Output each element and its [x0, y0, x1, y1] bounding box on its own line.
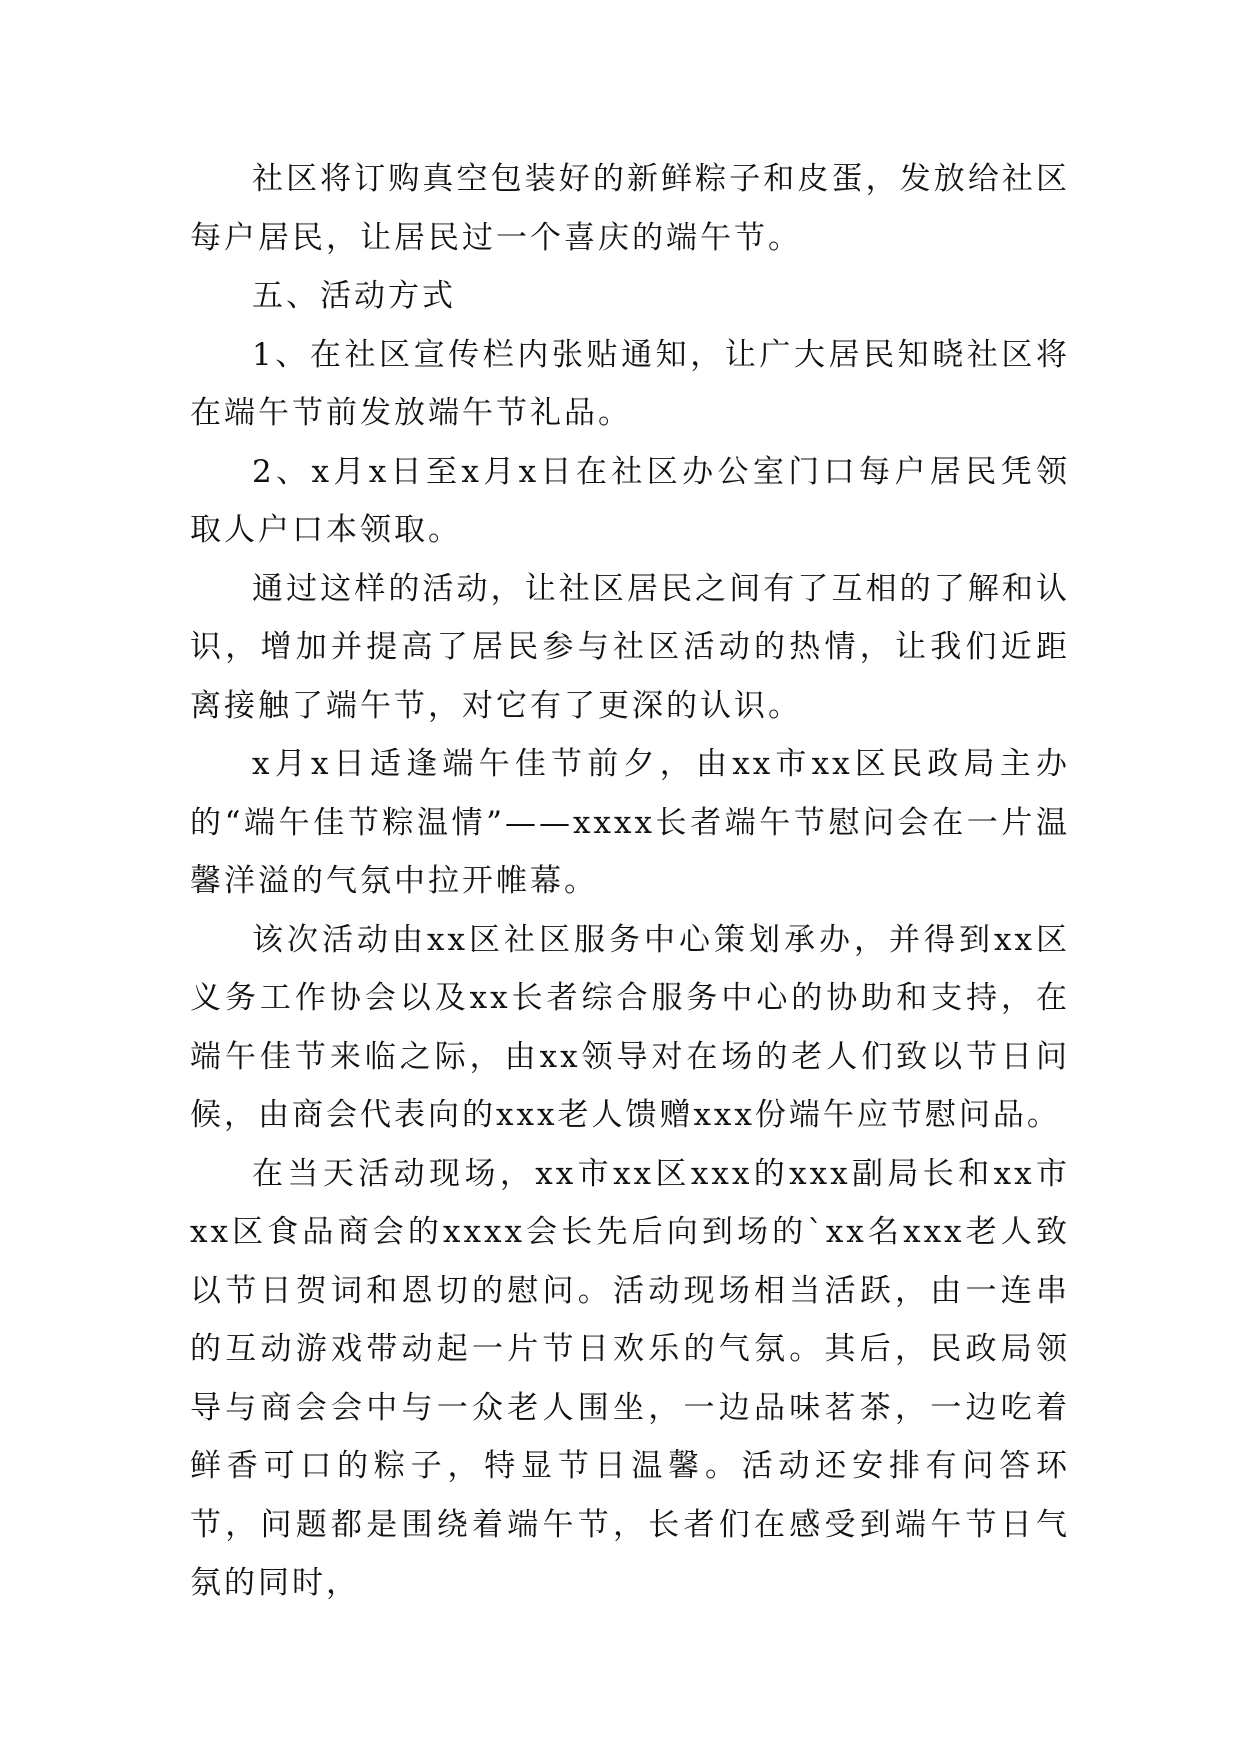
document-body — [190, 150, 1070, 1613]
section-heading-activity-method: 五、活动方式 — [252, 278, 456, 314]
paragraph-distribution: 社区将订购真空包装好的新鲜粽子和皮蛋，发放给社区每户居民，让居民过一个喜庆的端午节。 — [190, 161, 1070, 256]
paragraph-summary: 通过这样的活动，让社区居民之间有了互相的了解和认识，增加并提高了居民参与社区活动的热情，让我们近距离接触了端午节，对它有了更深的认识。 — [190, 570, 1070, 724]
paragraph-event-opening: x月x日适逢端午佳节前夕，由xx市xx区民政局主办的“端午佳节粽温情”——xxxx长者端午节慰问会在一片温馨洋溢的气氛中拉开帷幕。 — [190, 746, 1070, 899]
paragraph-method-1: 1、在社区宣传栏内张贴通知，让广大居民知晓社区将在端午节前发放端午节礼品。 — [190, 336, 1070, 431]
paragraph-event-details: 在当天活动现场，xx市xx区xxx的xxx副局长和xx市xx区食品商会的xxxx会长先后向到场的`xx名xxx老人致以节日贺词和恩切的慰问。活动现场相当活跃，由一连串的互动游戏带动起一片节日欢乐的气氛。其后，民政局领导与商会会中与一众老人围坐，一边品味茗茶，一边吃着鲜香可口的粽子，特显节日温馨。活动还安排有问答环节，问题都是围绕着端午节，长者们在感受到端午节日气氛的同时， — [190, 1155, 1070, 1601]
paragraph-method-2: 2、x月x日至x月x日在社区办公室门口每户居民凭领取人户口本领取。 — [190, 453, 1070, 548]
paragraph-organizers: 该次活动由xx区社区服务中心策划承办，并得到xx区义务工作协会以及xx长者综合服务中心的协助和支持，在端午佳节来临之际，由xx领导对在场的老人们致以节日问候，由商会代表向的xxx老人馈赠xxx份端午应节慰问品。 — [190, 921, 1070, 1133]
